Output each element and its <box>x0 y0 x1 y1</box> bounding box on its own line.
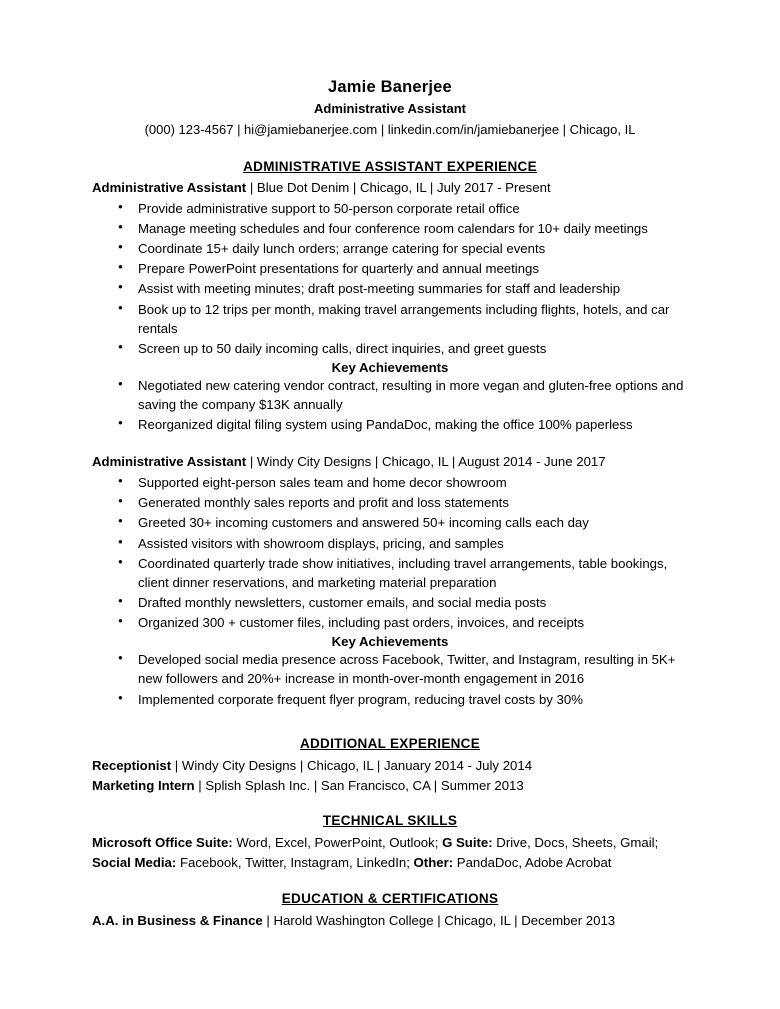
list-item: ● Assisted visitors with showroom displays, pricing, and samples <box>92 534 688 553</box>
spacer <box>92 873 688 891</box>
education-meta: | Harold Washington College | Chicago, IL | December 2013 <box>262 912 616 928</box>
job-entry-header-1 <box>92 179 688 197</box>
list-item: ● Implemented corporate frequent flyer program, reducing travel costs by 30% <box>92 690 688 709</box>
job-bullets-2 <box>92 473 688 632</box>
spacer <box>92 710 688 736</box>
job-achievements-1 <box>92 376 688 434</box>
list-item: ● Screen up to 50 daily incoming calls, direct inquiries, and greet guests <box>92 339 688 358</box>
skills-label-office: Microsoft Office Suite: <box>92 835 233 851</box>
skills-line-1 <box>92 833 688 853</box>
list-item: ● Manage meeting schedules and four conference room calendars for 10+ daily meetings <box>92 219 688 238</box>
additional-meta-2: | Splish Splash Inc. | San Francisco, CA | Summer 2013 <box>194 777 524 793</box>
list-item: ● Coordinate 15+ daily lunch orders; arrange catering for special events <box>92 239 688 258</box>
job-bullets-1 <box>92 199 688 358</box>
education-degree: A.A. in Business & Finance <box>92 912 263 928</box>
list-item: ● Assist with meeting minutes; draft post-meeting summaries for staff and leadership <box>92 279 688 298</box>
skills-label-social: Social Media: <box>92 855 177 871</box>
candidate-job-title: Administrative Assistant <box>314 101 466 116</box>
additional-entry-1 <box>92 756 688 776</box>
list-item: ● Prepare PowerPoint presentations for quarterly and annual meetings <box>92 259 688 278</box>
section-title-education: EDUCATION & CERTIFICATIONS <box>281 890 499 906</box>
job-meta-1: | Blue Dot Denim | Chicago, IL | July 2017 - Present <box>246 180 551 195</box>
list-item: ● Drafted monthly newsletters, customer emails, and social media posts <box>92 593 688 612</box>
contact-line: (000) 123-4567 | hi@jamiebanerjee.com | linkedin.com/in/jamiebanerjee | Chicago, IL <box>144 122 636 137</box>
spacer <box>92 795 688 813</box>
list-item: ● Greeted 30+ incoming customers and answered 50+ incoming calls each day <box>92 513 688 532</box>
additional-entry-2 <box>92 776 688 796</box>
list-item: ● Negotiated new catering vendor contract, resulting in more vegan and gluten-free options and saving the company $13K annually <box>92 376 688 414</box>
section-title-skills: TECHNICAL SKILLS <box>322 813 458 829</box>
section-title-additional: ADDITIONAL EXPERIENCE <box>299 735 481 751</box>
skills-label-gsuite: G Suite: <box>442 835 493 851</box>
job-entry-header-2 <box>92 453 688 471</box>
additional-role-2: Marketing Intern <box>92 777 195 793</box>
list-item: ● Organized 300 + customer files, including past orders, invoices, and receipts <box>92 613 688 632</box>
spacer <box>92 435 688 453</box>
skills-value-other: PandaDoc, Adobe Acrobat <box>453 855 612 871</box>
list-item: ● Generated monthly sales reports and profit and loss statements <box>92 493 688 512</box>
key-achievements-label-1: Key Achievements <box>331 359 449 375</box>
additional-role-1: Receptionist <box>92 757 172 773</box>
education-entry <box>92 911 688 931</box>
skills-value-office: Word, Excel, PowerPoint, Outlook; <box>232 835 443 851</box>
list-item: ● Developed social media presence across Facebook, Twitter, and Instagram, resulting in 5K+ new followers and 20%+ increase in month-over-month engagement in 2016 <box>92 650 688 688</box>
list-item: ● Book up to 12 trips per month, making travel arrangements including flights, hotels, and car rentals <box>92 300 688 338</box>
job-role-2: Administrative Assistant <box>92 454 247 470</box>
list-item: ● Coordinated quarterly trade show initiatives, including travel arrangements, table bookings, client dinner reservations, and marketing material preparation <box>92 554 688 592</box>
skills-value-social: Facebook, Twitter, Instagram, LinkedIn; <box>176 855 414 871</box>
job-role-1: Administrative Assistant <box>92 180 247 195</box>
job-achievements-2 <box>92 650 688 708</box>
skills-label-other: Other: <box>413 855 454 871</box>
skills-line-2 <box>92 853 688 873</box>
section-title-experience: ADMINISTRATIVE ASSISTANT EXPERIENCE <box>243 159 537 174</box>
job-meta-2: | Windy City Designs | Chicago, IL | August 2014 - June 2017 <box>246 454 606 470</box>
key-achievements-label-2: Key Achievements <box>331 634 449 650</box>
additional-meta-1: | Windy City Designs | Chicago, IL | January 2014 - July 2014 <box>171 757 533 773</box>
list-item: ● Supported eight-person sales team and home decor showroom <box>92 473 688 492</box>
list-item: ● Reorganized digital filing system using PandaDoc, making the office 100% paperless <box>92 415 688 434</box>
candidate-name: Jamie Banerjee <box>328 78 452 96</box>
list-item: ● Provide administrative support to 50-person corporate retail office <box>92 199 688 218</box>
skills-value-gsuite: Drive, Docs, Sheets, Gmail; <box>492 835 659 851</box>
